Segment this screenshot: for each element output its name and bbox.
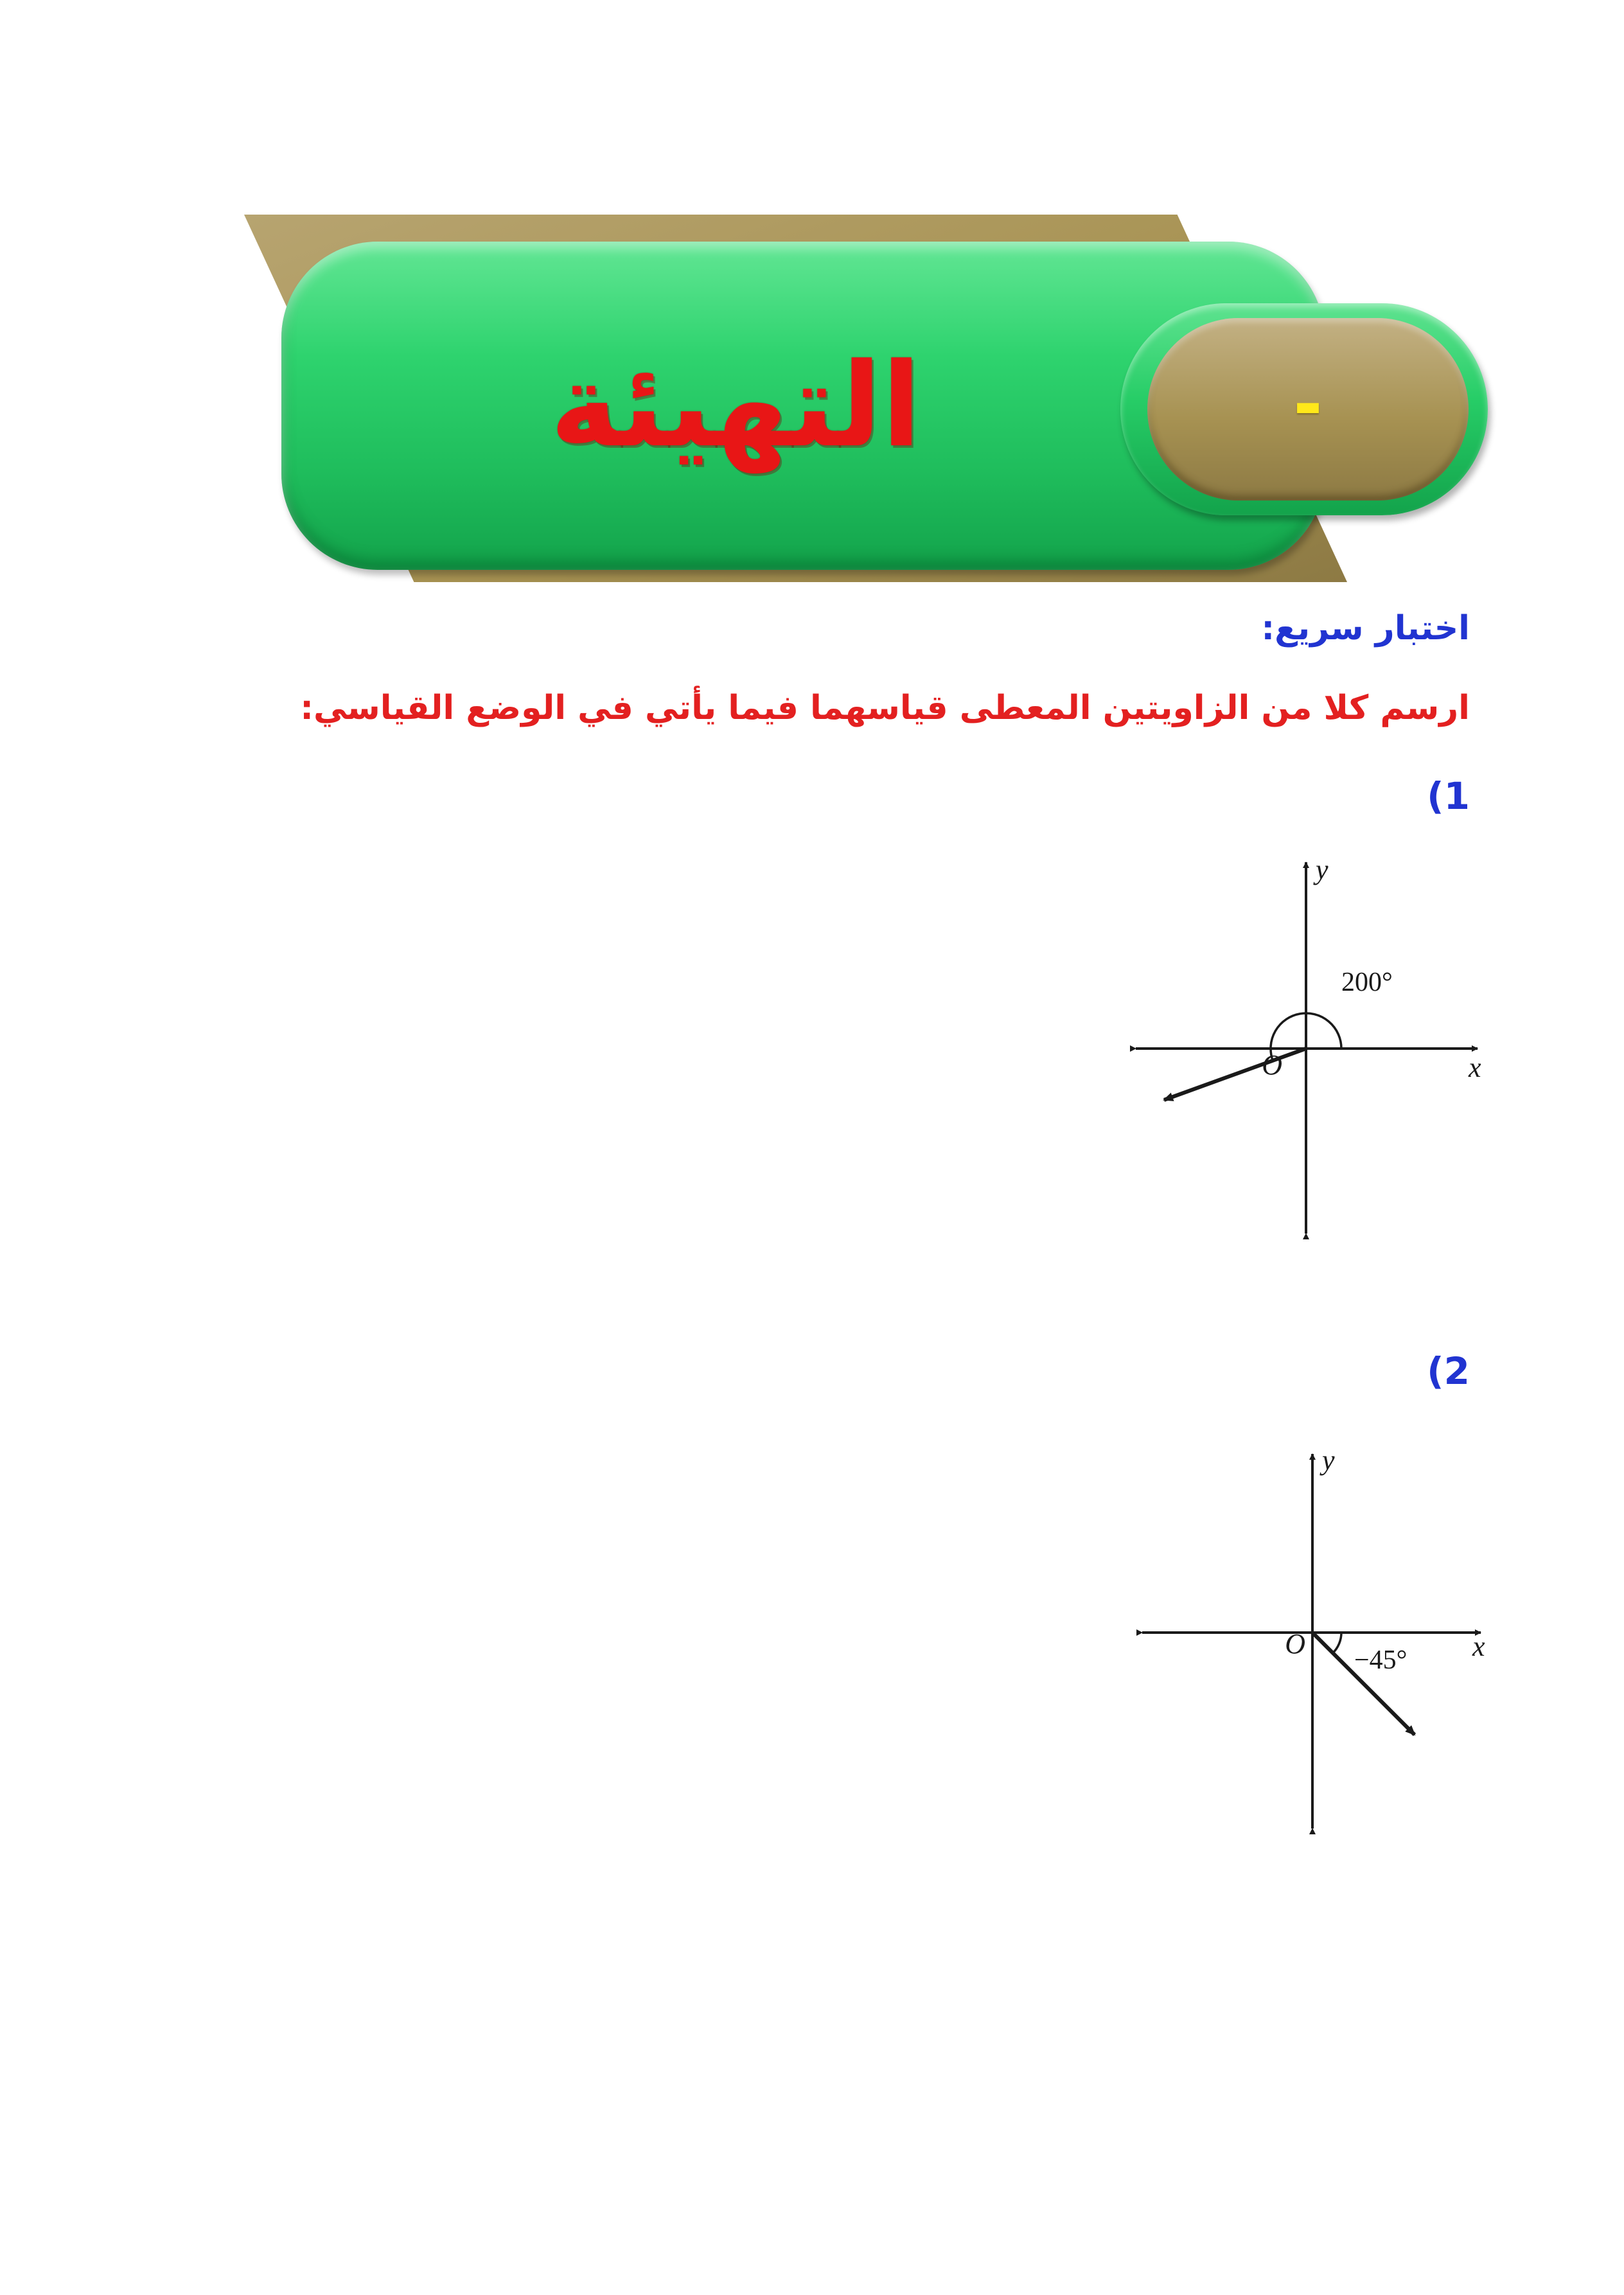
x-axis-label: x	[1472, 1631, 1485, 1662]
angle-arc	[1333, 1633, 1341, 1653]
badge-dash-text: -	[1293, 363, 1323, 445]
instruction-text: ارسم كلا من الزاويتين المعطى قياسهما فيما يأتي في الوضع القياسي:	[300, 689, 1470, 727]
y-axis-label: y	[1322, 1444, 1335, 1476]
angle-measure-label: −45°	[1354, 1645, 1408, 1675]
banner-badge-inner	[1147, 318, 1469, 501]
figure-angle-minus-45	[1099, 1430, 1535, 1866]
item-1-number: (1	[1427, 774, 1470, 818]
origin-label: O	[1285, 1628, 1305, 1660]
y-axis-label: y	[1316, 854, 1328, 885]
terminal-ray	[1164, 1049, 1306, 1100]
x-axis-label: x	[1469, 1052, 1481, 1083]
angle-measure-label: 200°	[1341, 968, 1393, 997]
banner-badge	[1120, 303, 1488, 515]
banner-title: التهيئة	[550, 338, 921, 473]
figure-angle-200	[1086, 829, 1522, 1266]
quick-test-heading: اختبار سريع:	[1261, 609, 1470, 648]
item-2-number: (2	[1427, 1349, 1470, 1393]
origin-label: O	[1262, 1049, 1282, 1081]
